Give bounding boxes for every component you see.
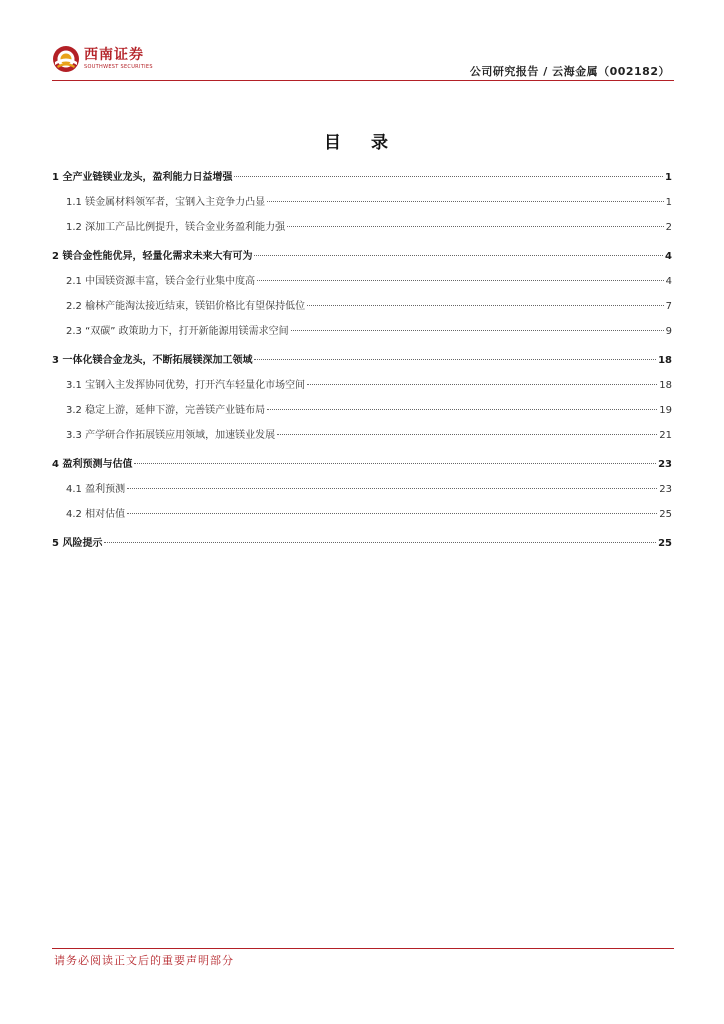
report-title: 公司研究报告 / 云海金属（002182） <box>469 65 670 78</box>
toc-entry-title: 4.2 相对估值 <box>66 509 126 520</box>
toc-dot-leader <box>127 488 657 489</box>
toc-dot-leader <box>127 513 657 514</box>
toc-entry-title: 3 一体化镁合金龙头，不断拓展镁深加工领域 <box>52 355 253 366</box>
toc-section-entry[interactable] <box>52 249 672 265</box>
toc-dot-leader <box>307 384 657 385</box>
footer-disclaimer: 请务必阅读正文后的重要声明部分 <box>54 954 234 967</box>
toc-subsection-entry[interactable] <box>66 195 672 211</box>
toc-page-number: 18 <box>658 355 672 366</box>
toc-page-number: 1 <box>665 172 672 183</box>
toc-entry-title: 3.3 产学研合作拓展镁应用领域，加速镁业发展 <box>66 430 276 441</box>
toc-subsection-entry[interactable] <box>66 507 672 523</box>
toc-section-entry[interactable] <box>52 536 672 552</box>
toc-page-number: 25 <box>659 509 672 520</box>
toc-page-number: 2 <box>665 222 672 233</box>
toc-dot-leader <box>267 201 664 202</box>
toc-entry-title: 3.1 宝钢入主发挥协同优势，打开汽车轻量化市场空间 <box>66 380 306 391</box>
toc-entry-title: 4.1 盈利预测 <box>66 484 126 495</box>
toc-page-number: 19 <box>659 405 672 416</box>
toc-heading: 目 录 <box>324 133 400 153</box>
toc-subsection-entry[interactable] <box>66 299 672 315</box>
toc-page-number: 1 <box>665 197 672 208</box>
toc-page-number: 9 <box>665 326 672 337</box>
header-divider <box>52 80 674 81</box>
toc-page-number: 4 <box>665 251 672 262</box>
toc-entry-title: 1 全产业链镁业龙头，盈利能力日益增强 <box>52 172 233 183</box>
toc-page-number: 23 <box>659 484 672 495</box>
toc-dot-leader <box>291 330 664 331</box>
southwest-securities-logo-icon <box>52 45 80 73</box>
toc-dot-leader <box>267 409 657 410</box>
toc-dot-leader <box>254 359 656 360</box>
toc-subsection-entry[interactable] <box>66 482 672 498</box>
footer-divider <box>52 948 674 949</box>
toc-section-entry[interactable] <box>52 170 672 186</box>
toc-dot-leader <box>287 226 664 227</box>
toc-entry-title: 2.2 榆林产能淘汰接近结束，镁铝价格比有望保持低位 <box>66 301 306 312</box>
toc-entry-title: 4 盈利预测与估值 <box>52 459 133 470</box>
toc-page-number: 25 <box>658 538 672 549</box>
toc-entry-title: 2.3 “双碳” 政策助力下，打开新能源用镁需求空间 <box>66 326 289 337</box>
toc-section-entry[interactable] <box>52 457 672 473</box>
toc-subsection-entry[interactable] <box>66 274 672 290</box>
toc-page-number: 7 <box>665 301 672 312</box>
toc-entry-title: 1.1 镁金属材料领军者，宝钢入主竞争力凸显 <box>66 197 266 208</box>
toc-section-entry[interactable] <box>52 353 672 369</box>
toc-subsection-entry[interactable] <box>66 403 672 419</box>
toc-page-number: 4 <box>665 276 672 287</box>
page-header <box>52 38 674 82</box>
toc-entry-title: 5 风险提示 <box>52 538 103 549</box>
toc-entry-title: 3.2 稳定上游，延伸下游，完善镁产业链布局 <box>66 405 266 416</box>
toc-page-number: 21 <box>659 430 672 441</box>
logo-chinese-name: 西南证券 <box>84 47 144 63</box>
toc-page-number: 18 <box>659 380 672 391</box>
logo-english-name: SOUTHWEST SECURITIES <box>84 64 153 70</box>
toc-entry-title: 2.1 中国镁资源丰富，镁合金行业集中度高 <box>66 276 256 287</box>
toc-subsection-entry[interactable] <box>66 428 672 444</box>
toc-subsection-entry[interactable] <box>66 220 672 236</box>
toc-entry-title: 1.2 深加工产品比例提升，镁合金业务盈利能力强 <box>66 222 286 233</box>
toc-dot-leader <box>234 176 663 177</box>
toc-dot-leader <box>104 542 656 543</box>
toc-dot-leader <box>307 305 664 306</box>
toc-dot-leader <box>257 280 664 281</box>
toc-subsection-entry[interactable] <box>66 324 672 340</box>
toc-dot-leader <box>254 255 663 256</box>
toc-page-number: 23 <box>658 459 672 470</box>
toc-dot-leader <box>277 434 657 435</box>
company-logo <box>52 42 153 76</box>
toc-subsection-entry[interactable] <box>66 378 672 394</box>
toc-entry-title: 2 镁合金性能优异，轻量化需求未来大有可为 <box>52 251 253 262</box>
toc-dot-leader <box>134 463 656 464</box>
